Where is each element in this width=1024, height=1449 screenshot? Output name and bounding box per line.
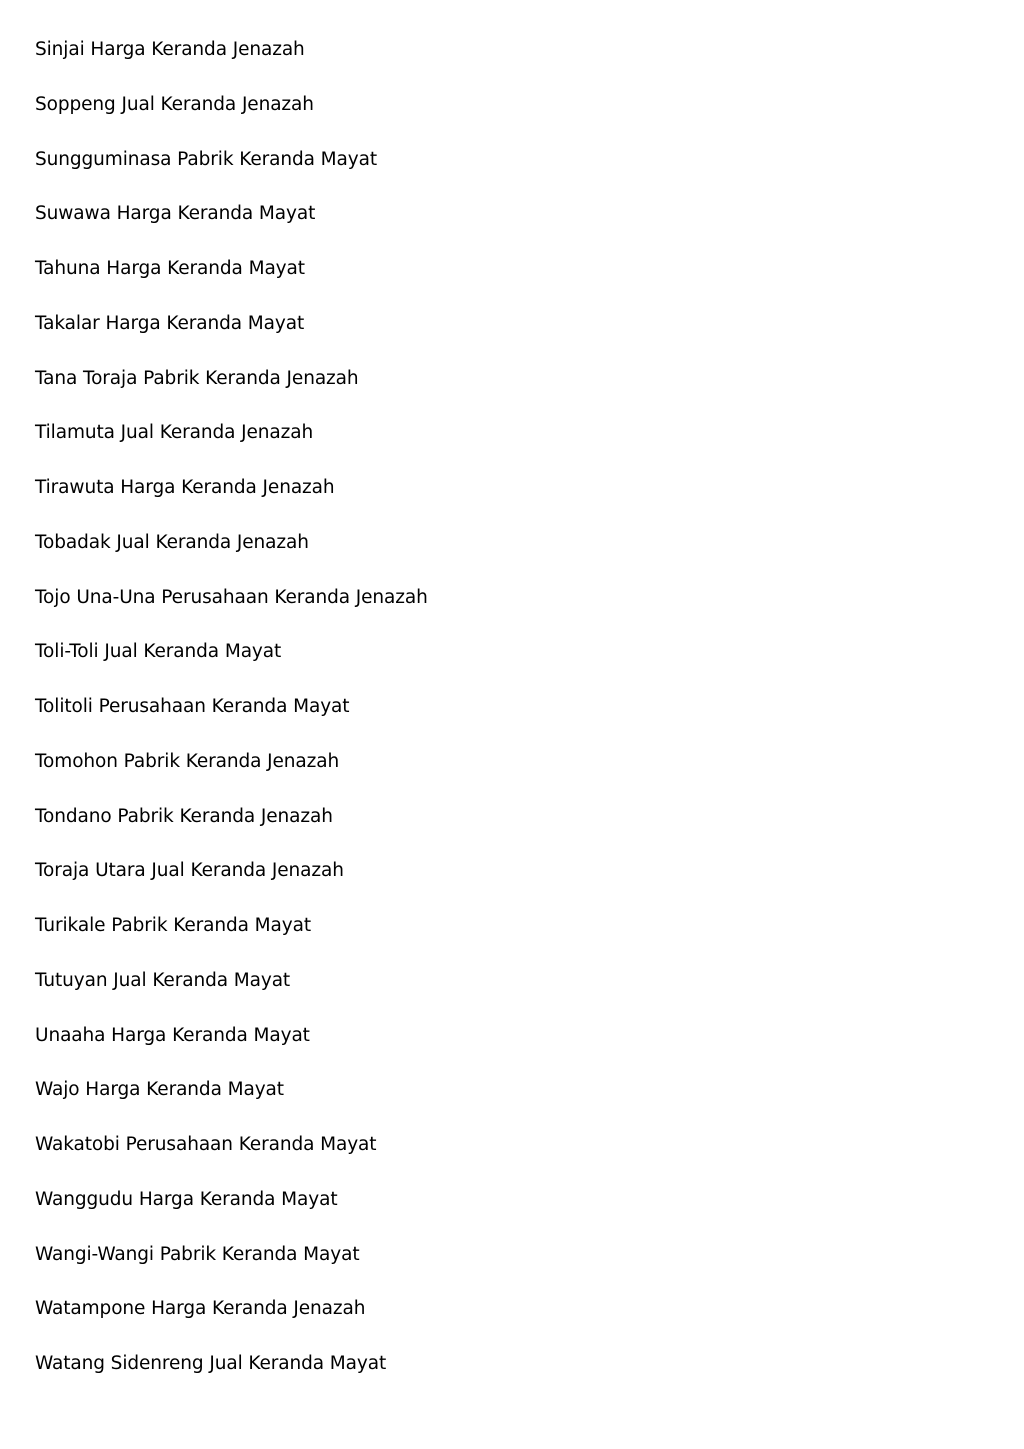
list-item: Tomohon Pabrik Keranda Jenazah bbox=[35, 750, 340, 772]
list-item: Tojo Una-Una Perusahaan Keranda Jenazah bbox=[35, 586, 428, 608]
list-item: Turikale Pabrik Keranda Mayat bbox=[35, 915, 311, 936]
list-item: Watampone Harga Keranda Jenazah bbox=[35, 1298, 366, 1320]
list-item: Wangi-Wangi Pabrik Keranda Mayat bbox=[35, 1243, 360, 1265]
list-item: Sungguminasa Pabrik Keranda Mayat bbox=[35, 148, 377, 170]
list-item: Wajo Harga Keranda Mayat bbox=[35, 1079, 284, 1101]
list-item: Wanggudu Harga Keranda Mayat bbox=[35, 1188, 338, 1210]
list-item: Toli-Toli Jual Keranda Mayat bbox=[35, 641, 282, 663]
list-item: Unaaha Harga Keranda Mayat bbox=[35, 1024, 310, 1046]
list-item: Toraja Utara Jual Keranda Jenazah bbox=[35, 860, 344, 882]
list-item: Tirawuta Harga Keranda Jenazah bbox=[35, 477, 335, 498]
list-item: Takalar Harga Keranda Mayat bbox=[35, 312, 305, 334]
list-item: Suwawa Harga Keranda Mayat bbox=[35, 203, 316, 225]
list-item: Soppeng Jual Keranda Jenazah bbox=[35, 93, 314, 115]
list-item: Tilamuta Jual Keranda Jenazah bbox=[35, 422, 314, 444]
list-item: Tobadak Jual Keranda Jenazah bbox=[35, 531, 309, 553]
list-item: Tana Toraja Pabrik Keranda Jenazah bbox=[35, 367, 359, 389]
list-item: Tolitoli Perusahaan Keranda Mayat bbox=[35, 696, 350, 717]
list-item: Tutuyan Jual Keranda Mayat bbox=[35, 969, 291, 991]
list-item: Wakatobi Perusahaan Keranda Mayat bbox=[35, 1134, 377, 1155]
list-item: Watang Sidenreng Jual Keranda Mayat bbox=[35, 1353, 387, 1374]
list-item: Tahuna Harga Keranda Mayat bbox=[35, 258, 305, 279]
list-item: Sinjai Harga Keranda Jenazah bbox=[35, 39, 305, 60]
list-item: Tondano Pabrik Keranda Jenazah bbox=[35, 805, 333, 827]
location-list bbox=[35, 36, 428, 1405]
